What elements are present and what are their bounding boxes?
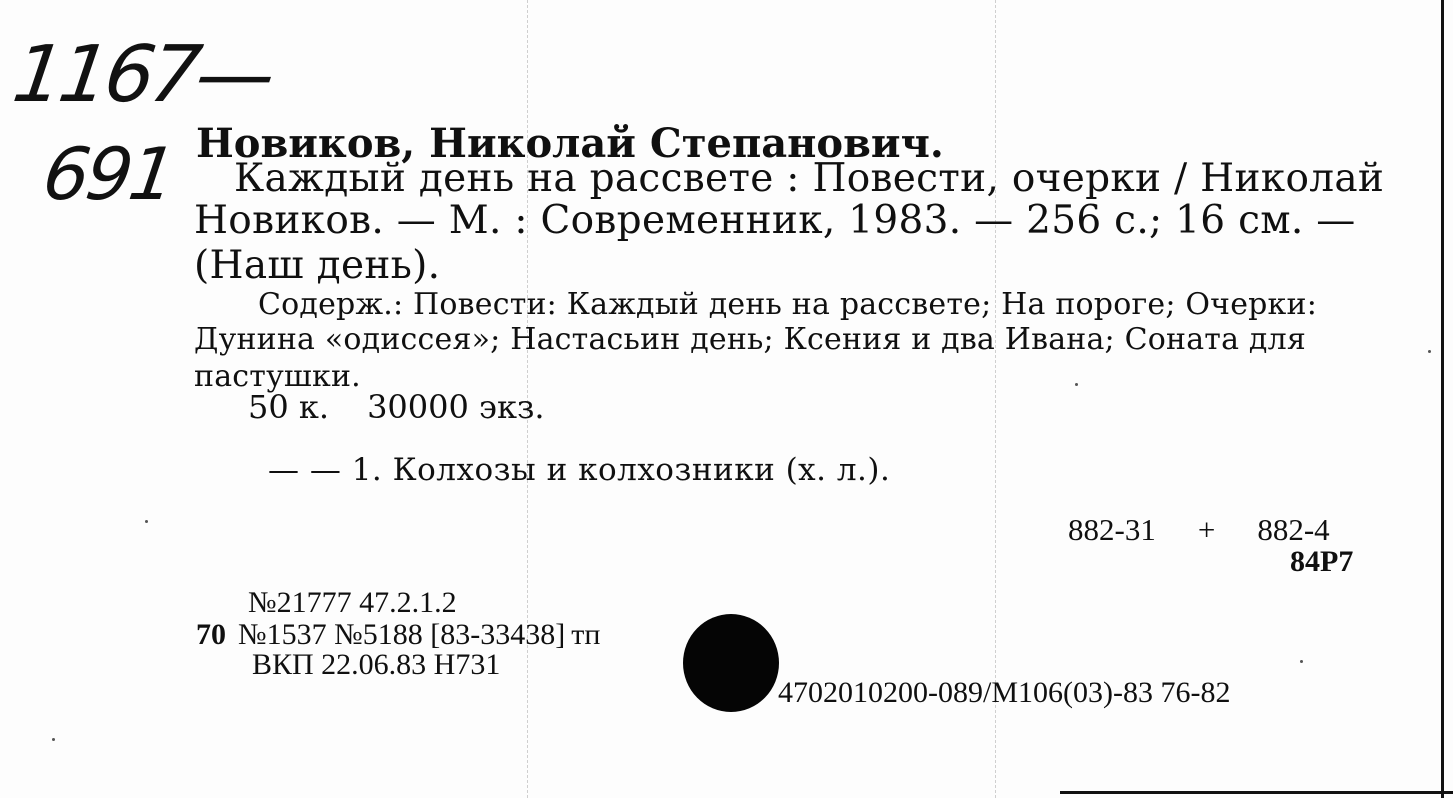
author-mark: 84Р7 bbox=[1290, 545, 1354, 578]
scan-edge-bottom bbox=[1060, 791, 1453, 794]
handwritten-call-number-bottom: 691 bbox=[38, 132, 179, 216]
print-run: 30000 экз. bbox=[367, 388, 545, 426]
isbn-line: 4702010200-089/М106(03)-83 76-82 bbox=[778, 676, 1231, 709]
contents-line-2: Дунина «одиссея»; Настасьин день; Ксения и два Ивана; Соната для bbox=[194, 322, 1306, 357]
classification-code-right: 882-4 bbox=[1257, 512, 1330, 547]
technical-line-2 bbox=[196, 618, 600, 652]
scan-speck bbox=[52, 738, 55, 741]
author-heading: Новиков, Николай Степанович. bbox=[196, 120, 944, 167]
subject-heading: — — 1. Колхозы и колхозники (х. л.). bbox=[268, 452, 891, 488]
scan-speck bbox=[1428, 350, 1431, 353]
title-line-1: Каждый день на рассвете : Повести, очерки / Николай bbox=[234, 156, 1385, 201]
technical-line-3: ВКП 22.06.83 Н731 bbox=[252, 648, 501, 681]
technical-numbers: №1537 №5188 [83-33438] bbox=[238, 618, 566, 651]
title-line-3: (Наш день). bbox=[194, 243, 441, 288]
title-line-2: Новиков. — М. : Современник, 1983. — 256 с.; 16 см. — bbox=[194, 198, 1356, 243]
price: 50 к. bbox=[248, 388, 330, 426]
technical-prefix: 70 bbox=[196, 618, 226, 651]
scan-edge-right bbox=[1441, 0, 1444, 798]
classification-codes bbox=[1068, 512, 1330, 548]
contents-line-1: Содерж.: Повести: Каждый день на рассвете; На пороге; Очерки: bbox=[258, 287, 1318, 322]
scan-speck bbox=[1075, 383, 1078, 386]
scan-speck bbox=[1300, 660, 1303, 663]
contents-line-3: пастушки. bbox=[194, 359, 361, 394]
classification-plus: + bbox=[1197, 512, 1216, 547]
scan-speck bbox=[145, 520, 148, 523]
card-punch-hole bbox=[683, 614, 779, 712]
handwritten-call-number-top: 1167— bbox=[7, 30, 277, 120]
price-and-print-run bbox=[248, 388, 545, 426]
technical-line-1: №21777 47.2.1.2 bbox=[248, 586, 457, 619]
technical-suffix: тп bbox=[571, 618, 601, 651]
classification-code-left: 882-31 bbox=[1068, 512, 1156, 547]
